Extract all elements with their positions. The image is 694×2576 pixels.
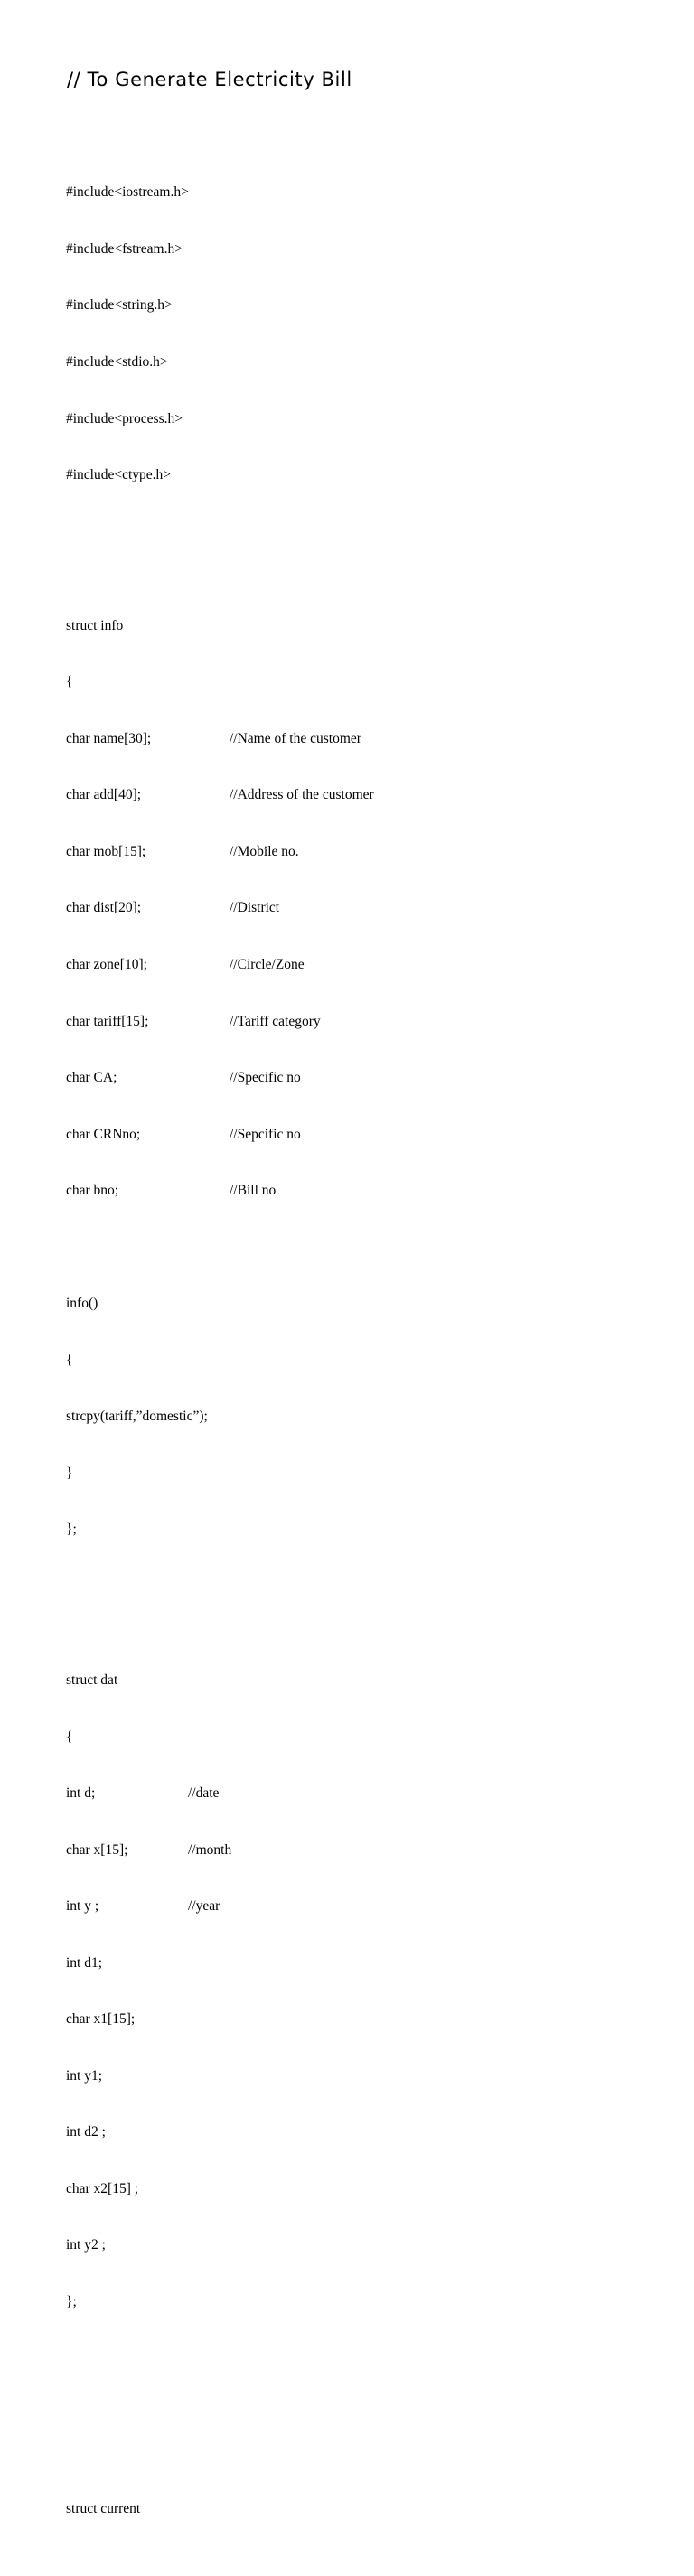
member-comment: //date bbox=[188, 1785, 220, 1802]
struct-dat-member: char x1[15]; bbox=[66, 2011, 136, 2028]
member-comment: //Circle/Zone bbox=[230, 956, 305, 972]
struct-info-member: char zone[10]; //Circle/Zone bbox=[66, 956, 644, 975]
member-comment: //Sepcific no bbox=[230, 1126, 301, 1142]
struct-info-member: char CRNno; //Sepcific no bbox=[66, 1126, 644, 1145]
constructor-signature: info() bbox=[66, 1296, 98, 1312]
struct-dat-member: int y1; bbox=[66, 2067, 103, 2084]
include-line: #include<ctype.h> bbox=[66, 467, 172, 483]
include-line: #include<process.h> bbox=[66, 410, 183, 426]
member-comment: //Name of the customer bbox=[230, 730, 361, 746]
struct-info-member: char bno; //Bill no bbox=[66, 1182, 644, 1201]
struct-dat-header: struct dat bbox=[66, 1672, 118, 1689]
page-title: // To Generate Electricity Bill bbox=[67, 69, 352, 90]
constructor-close-brace: } bbox=[66, 1465, 73, 1481]
struct-info-header: struct info bbox=[66, 617, 124, 633]
member-comment: //year bbox=[188, 1898, 220, 1915]
struct-info-member: char CA; //Specific no bbox=[66, 1069, 644, 1088]
member-comment: //month bbox=[188, 1841, 232, 1858]
struct-info-open-brace: { bbox=[66, 674, 73, 690]
member-comment: //Tariff category bbox=[230, 1013, 321, 1029]
blank-line bbox=[66, 2349, 644, 2368]
member-comment: //Specific no bbox=[230, 1070, 301, 1086]
member-comment: //Mobile no. bbox=[230, 843, 299, 859]
constructor-open-brace: { bbox=[66, 1352, 73, 1368]
blank-line bbox=[66, 1578, 644, 1597]
struct-dat-member: char x2[15] ; bbox=[66, 2180, 139, 2197]
struct-dat-close-brace: }; bbox=[66, 2293, 77, 2309]
member-comment: //District bbox=[230, 900, 280, 916]
blank-line bbox=[66, 2406, 644, 2425]
struct-dat-member: int d1; bbox=[66, 1954, 103, 1971]
struct-info-member: char mob[15]; //Mobile no. bbox=[66, 843, 644, 862]
struct-dat-member: int d2 ; bbox=[66, 2124, 106, 2140]
blank-line bbox=[66, 1239, 644, 1258]
include-line: #include<fstream.h> bbox=[66, 240, 183, 257]
struct-info-member: char name[30]; //Name of the customer bbox=[66, 730, 644, 749]
include-line: #include<iostream.h> bbox=[66, 184, 189, 201]
code-listing bbox=[66, 108, 644, 2576]
struct-dat-open-brace: { bbox=[66, 1728, 73, 1745]
member-comment: //Bill no bbox=[230, 1183, 277, 1199]
constructor-body: strcpy(tariff,”domestic”); bbox=[66, 1409, 208, 1425]
struct-dat-member: int y2 ; bbox=[66, 2237, 106, 2253]
struct-dat-member: int d; //date bbox=[66, 1784, 644, 1803]
struct-current-header: struct current bbox=[66, 2501, 141, 2517]
include-line: #include<stdio.h> bbox=[66, 353, 168, 370]
blank-line bbox=[66, 523, 644, 542]
struct-info-member: char tariff[15]; //Tariff category bbox=[66, 1013, 644, 1032]
include-line: #include<string.h> bbox=[66, 297, 173, 314]
struct-info-close-brace: }; bbox=[66, 1522, 77, 1538]
struct-info-member: char add[40]; //Address of the customer bbox=[66, 786, 644, 805]
struct-dat-member: char x[15]; //month bbox=[66, 1841, 644, 1860]
struct-info-member: char dist[20]; //District bbox=[66, 899, 644, 918]
member-comment: //Address of the customer bbox=[230, 787, 374, 803]
struct-dat-member: int y ; //year bbox=[66, 1897, 644, 1916]
